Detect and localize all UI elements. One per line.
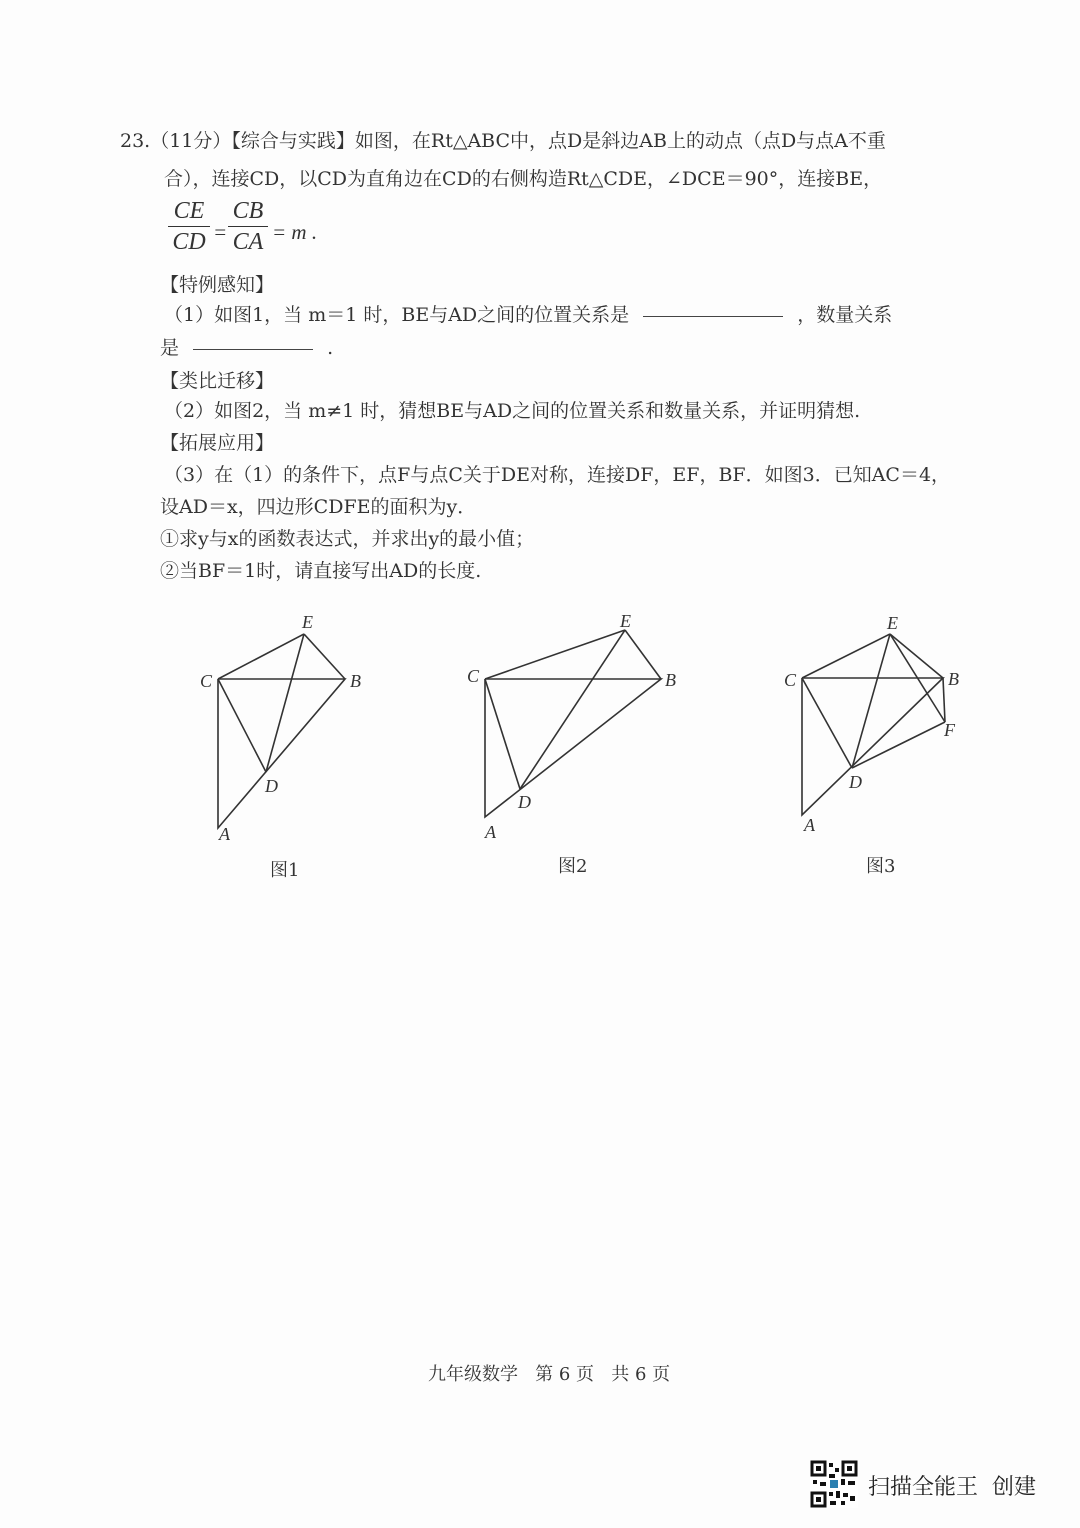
label-b: B <box>665 670 676 690</box>
segment-be <box>304 634 345 679</box>
fraction-ce-cd <box>168 198 210 256</box>
segment-cd <box>802 678 852 768</box>
section-heading-analogy: 【类比迁移】 <box>160 370 275 392</box>
label-a: A <box>485 822 496 842</box>
figure-1 <box>200 612 361 844</box>
part3-line-1: （3）在（1）的条件下，点F与点C关于DE对称，连接DF，EF，BF．如图3．已知AC＝4， <box>164 464 951 486</box>
triangle-abc <box>485 679 661 817</box>
question-line-1: 23.（11分）【综合与实践】如图，在Rt△ABC中，点D是斜边AB上的动点（点D与点A不重 <box>120 130 886 152</box>
segment-de <box>520 630 625 789</box>
label-b: B <box>350 671 361 691</box>
segment-be <box>625 630 661 679</box>
fraction-bar <box>228 226 268 227</box>
answer-blank-position[interactable] <box>643 315 783 317</box>
part3-line-2: 设AD＝x，四边形CDFE的面积为y． <box>160 496 477 518</box>
part3-line-4: ②当BF＝1时，请直接写出AD的长度. <box>160 560 482 582</box>
segment-df <box>852 722 945 768</box>
part1-line-1 <box>164 300 892 327</box>
part2-line-1: （2）如图2，当 m≠1 时，猜想BE与AD之间的位置关系和数量关系，并证明猜想. <box>164 400 861 422</box>
segment-be <box>890 634 943 678</box>
part3-line-3: ①求y与x的函数表达式，并求出y的最小值； <box>160 528 535 550</box>
fraction-denominator: CA <box>232 229 264 255</box>
part1-text-a: （1）如图1，当 m＝1 时，BE与AD之间的位置关系是 <box>164 304 630 326</box>
label-e: E <box>620 611 631 631</box>
label-d: D <box>518 792 531 812</box>
figure-1-caption: 图1 <box>270 860 300 881</box>
part1-line-2 <box>160 333 333 360</box>
figure-3-caption: 图3 <box>866 856 896 877</box>
segment-bf <box>943 678 945 722</box>
part1-text-b: ，数量关系 <box>797 304 893 326</box>
part1-text-d: . <box>327 337 334 359</box>
segment-cd <box>485 679 520 789</box>
page-footer: 九年级数学 第 6 页 共 6 页 <box>428 1364 671 1385</box>
segment-ce <box>218 634 304 679</box>
label-c: C <box>200 671 213 691</box>
label-d: D <box>265 776 278 796</box>
question-line-2: 合），连接CD，以CD为直角边在CD的右侧构造Rt△CDE，∠DCE＝90°，连接BE， <box>164 168 883 190</box>
label-e: E <box>302 612 313 632</box>
segment-ce <box>485 630 625 679</box>
section-heading-special-case: 【特例感知】 <box>160 274 275 296</box>
label-a: A <box>804 815 815 835</box>
label-e: E <box>887 613 898 633</box>
figure-3 <box>784 613 959 835</box>
section-heading-extension: 【拓展应用】 <box>160 432 275 454</box>
figure-2-caption: 图2 <box>558 856 588 877</box>
segment-de <box>266 634 304 772</box>
triangle-abc <box>218 679 345 828</box>
part1-text-c: 是 <box>160 337 180 359</box>
fraction-numerator: CE <box>173 198 205 224</box>
fraction-denominator: CD <box>172 229 206 255</box>
qr-code-icon <box>810 1460 858 1508</box>
fraction-cb-ca <box>228 198 268 256</box>
label-a: A <box>219 824 230 844</box>
fraction-numerator: CB <box>232 198 264 224</box>
fraction-bar <box>168 226 210 227</box>
equals-m: = m . <box>272 220 318 244</box>
label-d: D <box>849 772 862 792</box>
label-c: C <box>467 666 480 686</box>
scanner-watermark-text: 扫描全能王 创建 <box>868 1475 1036 1500</box>
label-c: C <box>784 670 797 690</box>
label-f: F <box>944 720 955 740</box>
label-b: B <box>948 669 959 689</box>
figure-2 <box>467 611 676 842</box>
figures-canvas <box>0 600 1080 900</box>
segment-cd <box>218 679 266 772</box>
answer-blank-quantity[interactable] <box>193 348 313 350</box>
equals-sign: = <box>213 220 228 244</box>
segment-ce <box>802 634 890 678</box>
